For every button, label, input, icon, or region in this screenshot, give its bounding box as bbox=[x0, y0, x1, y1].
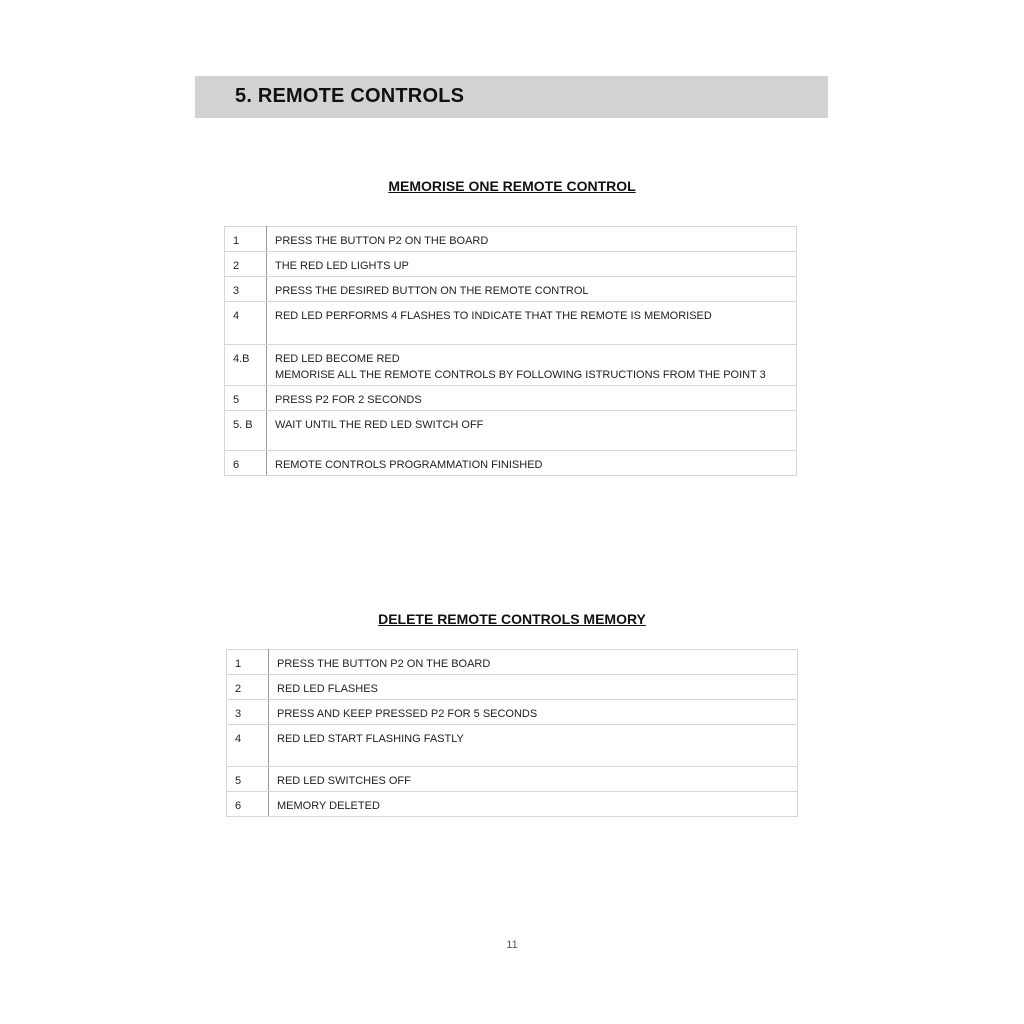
table-row bbox=[225, 277, 797, 302]
step-number: 1 bbox=[225, 227, 267, 252]
table-row bbox=[225, 302, 797, 345]
section-title: 5. REMOTE CONTROLS bbox=[235, 85, 465, 107]
table-row bbox=[227, 700, 798, 725]
memorise-title: MEMORISE ONE REMOTE CONTROL bbox=[388, 178, 636, 194]
step-text: RED LED START FLASHING FASTLY bbox=[269, 725, 798, 767]
step-text: PRESS THE DESIRED BUTTON ON THE REMOTE CONTROL bbox=[267, 277, 797, 302]
step-text: RED LED PERFORMS 4 FLASHES TO INDICATE THAT THE REMOTE IS MEMORISED bbox=[267, 302, 797, 345]
step-text: RED LED SWITCHES OFF bbox=[269, 767, 798, 792]
table-row bbox=[225, 451, 797, 476]
step-text: RED LED BECOME RED MEMORISE ALL THE REMOTE CONTROLS BY FOLLOWING ISTRUCTIONS FROM THE POINT 3 bbox=[267, 345, 797, 386]
step-number: 5. B bbox=[225, 411, 267, 451]
step-number: 6 bbox=[227, 792, 269, 817]
memorise-steps-table bbox=[224, 226, 797, 476]
table-row bbox=[227, 675, 798, 700]
step-number: 3 bbox=[225, 277, 267, 302]
delete-steps-table bbox=[226, 649, 798, 817]
step-number: 4.B bbox=[225, 345, 267, 386]
step-text: PRESS P2 FOR 2 SECONDS bbox=[267, 386, 797, 411]
step-text: PRESS THE BUTTON P2 ON THE BOARD bbox=[269, 650, 798, 675]
table-row bbox=[227, 792, 798, 817]
step-text: REMOTE CONTROLS PROGRAMMATION FINISHED bbox=[267, 451, 797, 476]
table-row bbox=[227, 725, 798, 767]
step-text: WAIT UNTIL THE RED LED SWITCH OFF bbox=[267, 411, 797, 451]
table-row bbox=[225, 345, 797, 386]
section-header bbox=[195, 76, 828, 118]
step-number: 5 bbox=[225, 386, 267, 411]
table-row bbox=[227, 767, 798, 792]
page-number: 11 bbox=[506, 939, 518, 951]
table-row bbox=[225, 386, 797, 411]
table-row bbox=[225, 227, 797, 252]
step-text: PRESS THE BUTTON P2 ON THE BOARD bbox=[267, 227, 797, 252]
table-row bbox=[225, 411, 797, 451]
table-row bbox=[225, 252, 797, 277]
step-number: 4 bbox=[227, 725, 269, 767]
step-number: 6 bbox=[225, 451, 267, 476]
step-number: 5 bbox=[227, 767, 269, 792]
step-text: THE RED LED LIGHTS UP bbox=[267, 252, 797, 277]
step-text: MEMORY DELETED bbox=[269, 792, 798, 817]
table-row bbox=[227, 650, 798, 675]
step-number: 1 bbox=[227, 650, 269, 675]
step-number: 2 bbox=[225, 252, 267, 277]
delete-title: DELETE REMOTE CONTROLS MEMORY bbox=[378, 611, 646, 627]
step-number: 3 bbox=[227, 700, 269, 725]
step-text: PRESS AND KEEP PRESSED P2 FOR 5 SECONDS bbox=[269, 700, 798, 725]
step-number: 2 bbox=[227, 675, 269, 700]
step-text: RED LED FLASHES bbox=[269, 675, 798, 700]
step-number: 4 bbox=[225, 302, 267, 345]
